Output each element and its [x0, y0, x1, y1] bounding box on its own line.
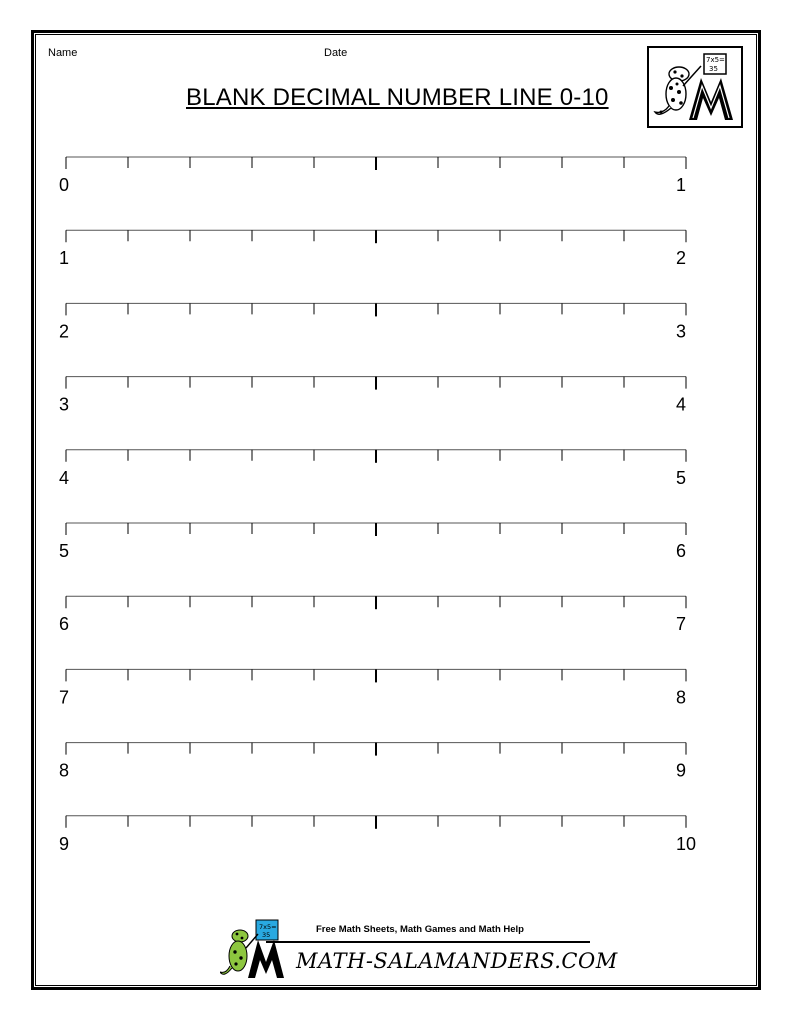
number-line-start-label: 7: [59, 687, 70, 708]
date-label: Date: [324, 47, 348, 59]
number-line-end-label: 9: [676, 760, 687, 781]
number-line-start-label: 9: [59, 833, 70, 854]
worksheet-title: BLANK DECIMAL NUMBER LINE 0-10: [186, 84, 609, 111]
number-line-start-label: 2: [59, 321, 70, 342]
number-line-end-label: 1: [676, 175, 687, 195]
number-line-end-label: 10: [676, 833, 697, 854]
number-line-start-label: 4: [59, 467, 70, 488]
number-line-end-label: 8: [676, 687, 687, 708]
number-line-start-label: 6: [59, 614, 70, 635]
number-line-start-label: 0: [59, 175, 70, 195]
footer-divider: [266, 941, 590, 943]
svg-text:7x5=: 7x5=: [259, 923, 277, 931]
number-line: [59, 523, 686, 561]
number-line-end-label: 7: [676, 614, 687, 635]
footer-tagline: Free Math Sheets, Math Games and Math Help: [316, 924, 524, 935]
number-line: [59, 596, 686, 634]
number-line: [59, 230, 686, 268]
number-line-end-label: 3: [676, 321, 687, 342]
number-line: [59, 303, 686, 341]
number-line: [59, 450, 686, 488]
number-line-end-label: 6: [676, 541, 687, 561]
number-line-start-label: 1: [59, 248, 70, 269]
number-line-end-label: 5: [676, 467, 687, 488]
name-label: Name: [48, 47, 78, 59]
number-line-start-label: 3: [59, 394, 70, 415]
number-line-end-label: 4: [676, 394, 687, 415]
number-line: [59, 377, 686, 415]
footer-brand: MATH-SALAMANDERS.COM: [296, 949, 618, 973]
number-line-start-label: 8: [59, 760, 70, 781]
svg-text:35: 35: [709, 65, 718, 73]
logo-board-text: 7x5=: [706, 56, 725, 64]
svg-text:35: 35: [262, 931, 271, 939]
number-line: [59, 816, 696, 854]
number-line: [59, 743, 686, 781]
number-line: [59, 669, 686, 707]
number-line-start-label: 5: [59, 541, 70, 561]
number-line-end-label: 2: [676, 248, 687, 269]
number-line: [59, 157, 686, 195]
